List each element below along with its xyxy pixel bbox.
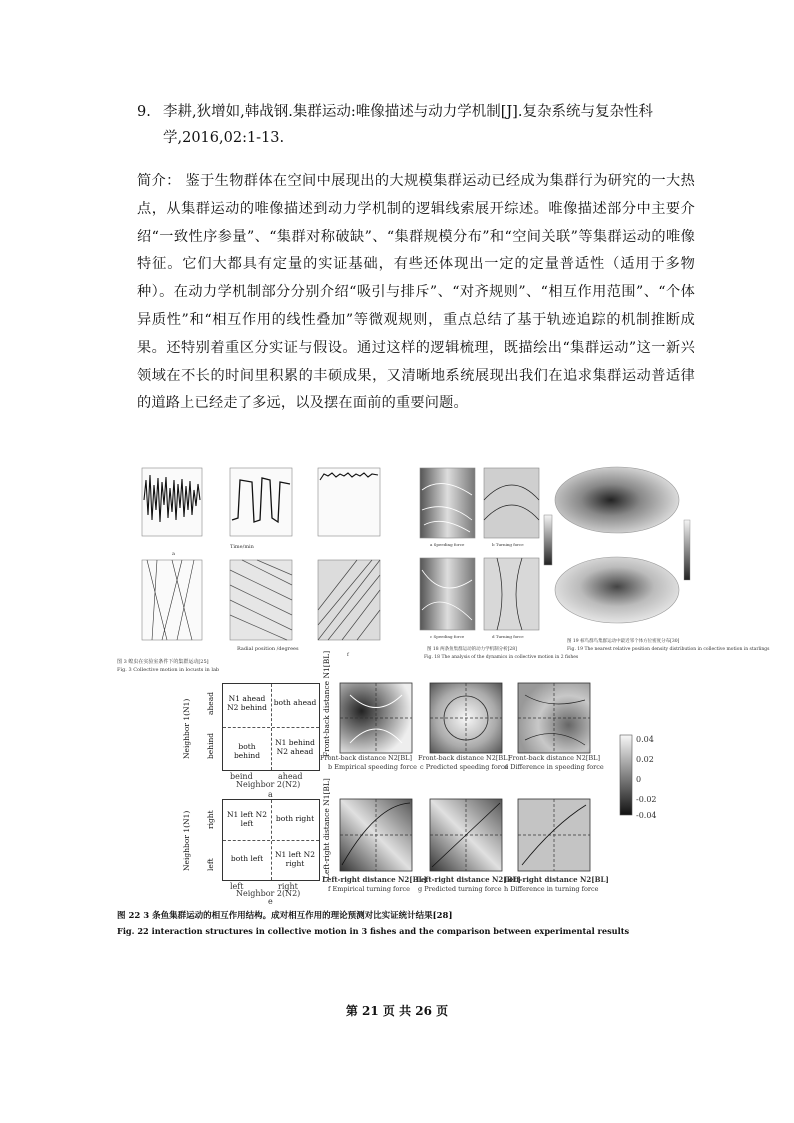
grid-top-xtick-right: ahead — [278, 772, 303, 781]
fig19-caption-cn: 图 19 椋鸟群鸟集群运动中最近邻个体方位密度分布[30] — [567, 639, 680, 644]
grid-top-tr: both ahead — [273, 698, 317, 707]
grid-bottom-sub: e — [268, 897, 273, 906]
panel-f-xlabel: Left-right distance N2[BL] — [322, 875, 427, 884]
reference-text-line1: 李耕,狄增如,韩战钢.集群运动:唯像描述与动力学机制[J].复杂系统与复杂性科 — [163, 104, 653, 120]
fig18-sub-d: d Turning force — [492, 634, 524, 639]
abstract-paragraph: 简介： 鉴于生物群体在空间中展现出的大规模集群运动已经成为集群行为研究的一大热点，从集群运动的唯像描述到动力学机制的逻辑线索展开综述。唯像描述部分中主要介绍“一致性序参量”、“集群对称破缺”、“集群规模分布”和“空间关联”等集群运动的唯像特征。它们大都具有定量的实证基础，有些还体现出一定的定量普适性（适用于多物种）。在动力学机制部分分别介绍“吸引与排斥”、“对齐规则”、“相互作用范围”、“个体异质性”和“相互作用的线性叠加”等微观规则，重点总结了基于轨迹追踪的机制推断成果。还特别着重区分实证与假设。通过这样的逻辑梳理，既描绘出“集群运动”这一新兴领域在不长的时间里积累的丰硕成果，又清晰地系统展现出我们在追求集群运动普适律的道路上已经走了多远，以及摆在面前的重要问题。 — [137, 173, 695, 412]
fig22-grid-bottom — [222, 799, 320, 881]
colorbar-tick-4: -0.04 — [636, 811, 657, 820]
fig3-sub-f: f — [347, 652, 349, 658]
grid-bottom-tl: N1 left N2 left — [226, 810, 268, 828]
grid-bottom-xtick-right: right — [278, 882, 298, 891]
fig18-caption-en: Fig. 18 The analysis of the dynamics in collective motion in 2 fishes — [424, 655, 579, 660]
fig3-sub-a: a — [172, 551, 175, 557]
reference-text-line2: 学,2016,02:1-13. — [163, 130, 285, 146]
grid-bottom-ylabel: Neighbor 1(N1) — [182, 810, 191, 871]
grid-bottom-bl: both left — [230, 854, 264, 863]
grid-top-tl: N1 ahead N2 behind — [227, 694, 267, 712]
fig22-grid-top — [222, 683, 320, 771]
grid-top-sub: a — [268, 790, 273, 799]
colorbar-tick-1: 0.02 — [636, 755, 654, 764]
fig22-caption-cn: 图 22 3 条鱼集群运动的相互作用结构。成对相互作用的理论预测对比实证统计结果[28] — [117, 911, 453, 921]
grid-bottom-br: N1 left N2 right — [274, 850, 316, 868]
fig18-caption-cn: 图 18 两条鱼集群运动的动力学机制分析[28] — [427, 647, 517, 652]
fig18-sub-b: b Turning force — [492, 542, 524, 547]
panel-d-xlabel: Front-back distance N2[BL] — [508, 754, 600, 762]
figure-composite-top — [112, 460, 770, 675]
fig19-plots — [555, 467, 770, 652]
panel-c-sub: c Predicted speeding force — [420, 763, 509, 771]
grid-bottom-ytick-bottom: left — [206, 858, 215, 871]
grid-top-br: N1 behind N2 ahead — [275, 738, 315, 756]
page-footer: 第 21 页 共 26 页 — [345, 1004, 449, 1018]
ylabel-top: Front-back distance N1[BL] — [322, 650, 331, 757]
grid-top-xtick-left: beind — [230, 772, 253, 781]
fig3-xlabel2: Radial position /degrees — [237, 646, 299, 652]
grid-bottom-ytick-top: right — [206, 810, 215, 829]
grid-bottom-xlabel: Neighbor 2(N2) — [236, 889, 301, 898]
panel-b-xlabel: Front-back distance N2[BL] — [320, 754, 412, 762]
panel-f-sub: f Empirical turning force — [328, 885, 410, 893]
grid-bottom-tr: both right — [275, 814, 315, 823]
colorbar-tick-2: 0 — [636, 775, 642, 784]
grid-top-ytick-bottom: behind — [206, 732, 215, 759]
fig3-caption-cn: 图 3 蝗虫在实验室条件下的集群运动[25] — [117, 659, 209, 665]
fig18-sub-a: a Speeding force — [430, 542, 465, 547]
panel-g-sub: g Predicted turning force — [418, 885, 502, 893]
panel-c-xlabel: Front-back distance N2[BL] — [418, 754, 510, 762]
fig22-heatmaps — [310, 675, 670, 905]
fig3-plots — [117, 468, 380, 673]
panel-h-xlabel: Left-right distance N2[BL] — [504, 875, 609, 884]
colorbar-tick-0: 0.04 — [636, 735, 654, 744]
grid-top-ylabel: Neighbor 1(N1) — [182, 698, 191, 759]
grid-top-bl: both behind — [233, 742, 261, 760]
grid-bottom-xtick-left: left — [230, 882, 244, 891]
reference-number: 9. — [137, 104, 151, 120]
fig22-caption-en: Fig. 22 interaction structures in collective motion in 3 fishes and the comparison between experimental results — [117, 926, 630, 936]
panel-g-xlabel: Left-right distance N2[BL] — [416, 875, 521, 884]
colorbar-tick-3: -0.02 — [636, 795, 657, 804]
fig19-caption-en: Fig. 19 The nearest relative position density distribution in collective motion in starlings — [567, 647, 770, 652]
ylabel-bottom: Left-right distance N1[BL] — [322, 778, 331, 879]
grid-top-xlabel: Neighbor 2(N2) — [236, 780, 301, 789]
panel-b-sub: b Empirical speeding force — [328, 763, 417, 771]
fig3-caption-en: Fig. 3 Collective motion in locusts in lab — [117, 667, 220, 673]
fig3-xlabel: Time/min — [230, 544, 254, 550]
panel-d-sub: d Difference in speeding force — [504, 763, 604, 771]
panel-h-sub: h Difference in turning force — [504, 885, 599, 893]
grid-top-ytick-top: ahead — [206, 691, 215, 715]
fig18-sub-c: c Speeding force — [430, 634, 465, 639]
